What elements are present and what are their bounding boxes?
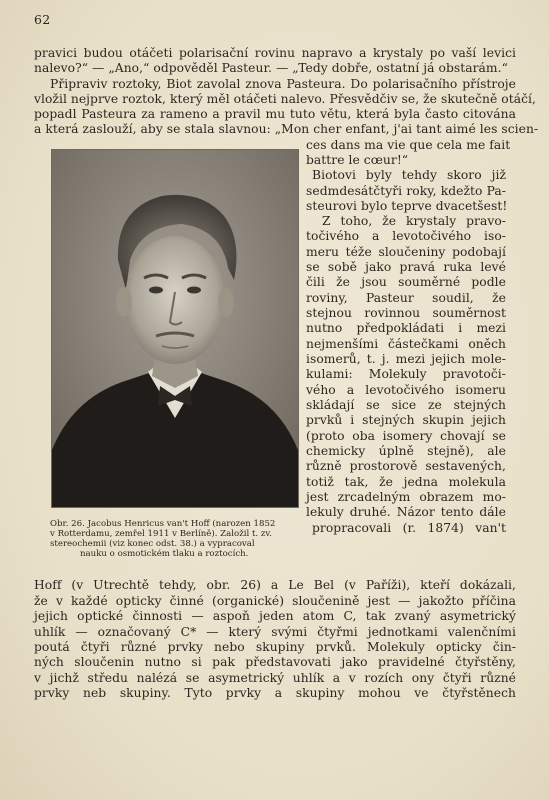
text-line: kulami: Molekuly pravotoči- bbox=[306, 367, 506, 381]
page-number: 62 bbox=[34, 12, 51, 27]
text-line: pravici budou otáčeti polarisační rovinu napravo a krystaly po vaší levici bbox=[34, 46, 516, 60]
text-line: nutno předpokládati i mezi bbox=[306, 321, 506, 335]
text-line: meru téže sloučeniny podobají bbox=[306, 245, 506, 259]
text-line: jest zrcadelným obrazem mo- bbox=[306, 490, 506, 504]
text-line: vého a levotočivého isomeru bbox=[306, 383, 506, 397]
figure-caption-line: stereochemii (viz konec odst. 38.) a vypracoval bbox=[50, 539, 255, 549]
text-line: jejich optické činnosti — aspoň jeden atom C, tak zvaný asymetrický bbox=[34, 609, 516, 623]
text-line: chemicky úplně stejně), ale bbox=[306, 444, 506, 458]
text-line: Biotovi byly tehdy skoro již bbox=[312, 168, 506, 182]
text-line: Hoff (v Utrechtě tehdy, obr. 26) a Le Bel (v Paříži), kteří dokázali, bbox=[34, 578, 516, 592]
text-line: steurovi bylo teprve dvacetšest! bbox=[306, 199, 508, 213]
text-line: točivého a levotočivého iso- bbox=[306, 229, 506, 243]
text-line: čili že jsou souměrné podle bbox=[306, 275, 506, 289]
text-line: popadl Pasteura za rameno a pravil mu tuto větu, která byla často citována bbox=[34, 107, 516, 121]
text-line: vložil nejprve roztok, který měl otáčeti nalevo. Přesvědčiv se, že skutečně otáčí, bbox=[34, 92, 537, 106]
text-line: Z toho, že krystaly pravo- bbox=[322, 214, 506, 228]
text-line: ces dans ma vie que cela me fait bbox=[306, 138, 511, 152]
text-line: různě prostorově sestavených, bbox=[306, 459, 506, 473]
portrait-photo bbox=[52, 150, 298, 507]
text-line: sedmdesátčtyři roky, kdežto Pa- bbox=[306, 184, 506, 198]
figure-caption-line: v Rotterdamu, zemřel 1911 v Berlíně). Založil t. zv. bbox=[50, 529, 272, 539]
text-line: skládají se sice ze stejných bbox=[306, 398, 506, 412]
figure-caption-line: nauku o osmotickém tlaku a roztocích. bbox=[80, 549, 249, 559]
figure-caption-line: Obr. 26. Jacobus Henricus van't Hoff (narozen 1852 bbox=[50, 519, 276, 529]
text-line: uhlík — označovaný C* — který svými čtyřmi jednotkami valenčními bbox=[34, 625, 516, 639]
text-line: (proto oba isomery chovají se bbox=[306, 429, 506, 443]
text-line: a která zaslouží, aby se stala slavnou: „Mon cher enfant, j'ai tant aimé les scien- bbox=[34, 122, 539, 136]
text-line: poutá čtyři různé prvky nebo skupiny prvků. Molekuly opticky čin- bbox=[34, 640, 516, 654]
text-line: lekuly druhé. Názor tento dále bbox=[306, 505, 506, 519]
text-line: nejmenšími částečkami oněch bbox=[306, 337, 506, 351]
text-line: stejnou rovinnou souměrnost bbox=[306, 306, 506, 320]
text-line: battre le cœur!“ bbox=[306, 153, 409, 167]
text-line: se sobě jako pravá ruka levé bbox=[306, 260, 506, 274]
text-line: Připraviv roztoky, Biot zavolal znova Pasteura. Do polarisačního přístroje bbox=[50, 77, 516, 91]
text-line: nalevo?“ — „Ano,“ odpověděl Pasteur. — „Tedy dobře, ostatní já obstarám.“ bbox=[34, 61, 508, 75]
text-line: ných sloučenin nutno si pak představovati jako pravidelné čtyřstěny, bbox=[34, 655, 516, 669]
text-line: totiž tak, že jedna molekula bbox=[306, 475, 506, 489]
text-line: prvků i stejných skupin jejich bbox=[306, 413, 506, 427]
text-line: roviny, Pasteur soudil, že bbox=[306, 291, 506, 305]
text-line: prvky neb skupiny. Tyto prvky a skupiny mohou ve čtyřstěnech bbox=[34, 686, 516, 700]
text-line: že v každé opticky činné (organické) sloučenině jest — jakožto příčina bbox=[34, 594, 516, 608]
text-line: propracovali (r. 1874) van't bbox=[312, 521, 506, 535]
text-line: isomerů, t. j. mezi jejich mole- bbox=[306, 352, 506, 366]
text-line: v jichž středu nalézá se asymetrický uhlík a v rozích ony čtyři různé bbox=[34, 671, 516, 685]
